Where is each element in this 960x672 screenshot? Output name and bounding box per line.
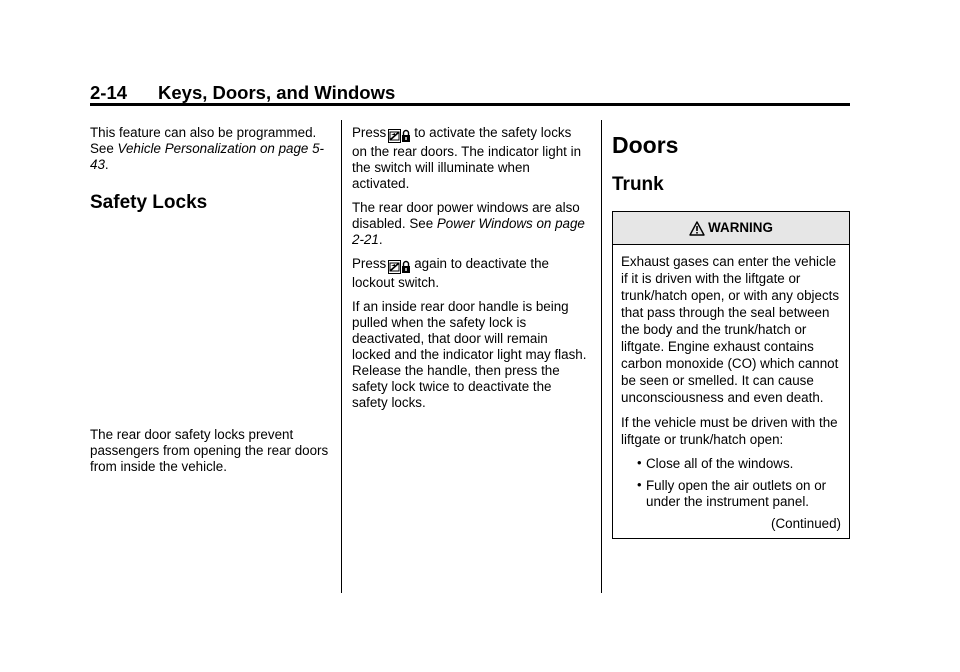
trunk-heading: Trunk [612,174,664,195]
warning-header [613,212,849,245]
vehicle-personalization-link[interactable]: Vehicle Personalization on page 5-43 [90,141,324,172]
deactivate-paragraph [352,256,588,291]
safety-locks-heading: Safety Locks [90,192,208,213]
power-windows-link[interactable]: Power Windows on page 2-21 [352,216,585,247]
warning-triangle-icon [689,216,705,248]
padlock-icon [401,260,411,274]
doors-heading: Doors [612,132,679,158]
column-2 [352,125,588,419]
image-space [90,215,330,427]
activate-paragraph [352,125,588,192]
warning-label: WARNING [708,220,773,235]
warning-box [612,211,850,539]
safety-locks-paragraph: The rear door safety locks prevent passengers from opening the rear doors from inside the vehicle. [90,427,329,474]
warning-paragraph-2: If the vehicle must be driven with the liftgate or trunk/hatch open: [621,415,838,447]
bullet-item: • Close all of the windows. [621,456,841,472]
activate-text: to activate the safety locks on the rear doors. The indicator light in the switch will illuminate when activated. [352,125,582,191]
paragraph-end: . [378,232,383,247]
column-1 [90,125,330,483]
door-handle-paragraph: If an inside rear door handle is being pulled when the safety lock is deactivated, that door will remain locked and the indicator light may flash. Release the handle, then press the safety lock twice to deactivate the safety locks. [352,299,587,410]
padlock-icon [401,129,411,143]
column-3 [612,125,850,539]
column-divider-1 [341,120,342,593]
personalization-paragraph [90,125,330,173]
paragraph-text: The rear door power windows are also disabled. See [352,200,580,231]
window-lockout-icon [388,260,401,274]
paragraph-end: . [104,157,109,172]
warning-body [613,245,849,538]
section-title: Keys, Doors, and Windows [158,82,396,103]
warning-paragraph-1: Exhaust gases can enter the vehicle if it is driven with the liftgate or trunk/hatch open, or with any objects that pass through the seal between the body and the trunk/hatch or liftgate. Engine exhaust contains carbon monoxide (CO) which cannot be seen or smelled. It can cause unconsciousness and even death. [621,254,840,405]
press-text: Press [352,125,387,140]
column-divider-2 [601,120,602,593]
page-number: 2-14 [90,82,128,103]
deactivate-text: again to deactivate the lockout switch. [352,256,549,290]
paragraph-text: This feature can also be programmed. See [90,125,317,156]
windows-disabled-paragraph [352,200,588,248]
bullet-item: • Fully open the air outlets on or under the instrument panel. [621,478,841,510]
lockout-switch-icons [388,128,411,144]
press-text: Press [352,256,387,271]
header-rule [90,103,850,106]
lockout-switch-icons [388,259,411,275]
continued-label: (Continued) [771,516,841,531]
window-lockout-icon [388,129,401,143]
